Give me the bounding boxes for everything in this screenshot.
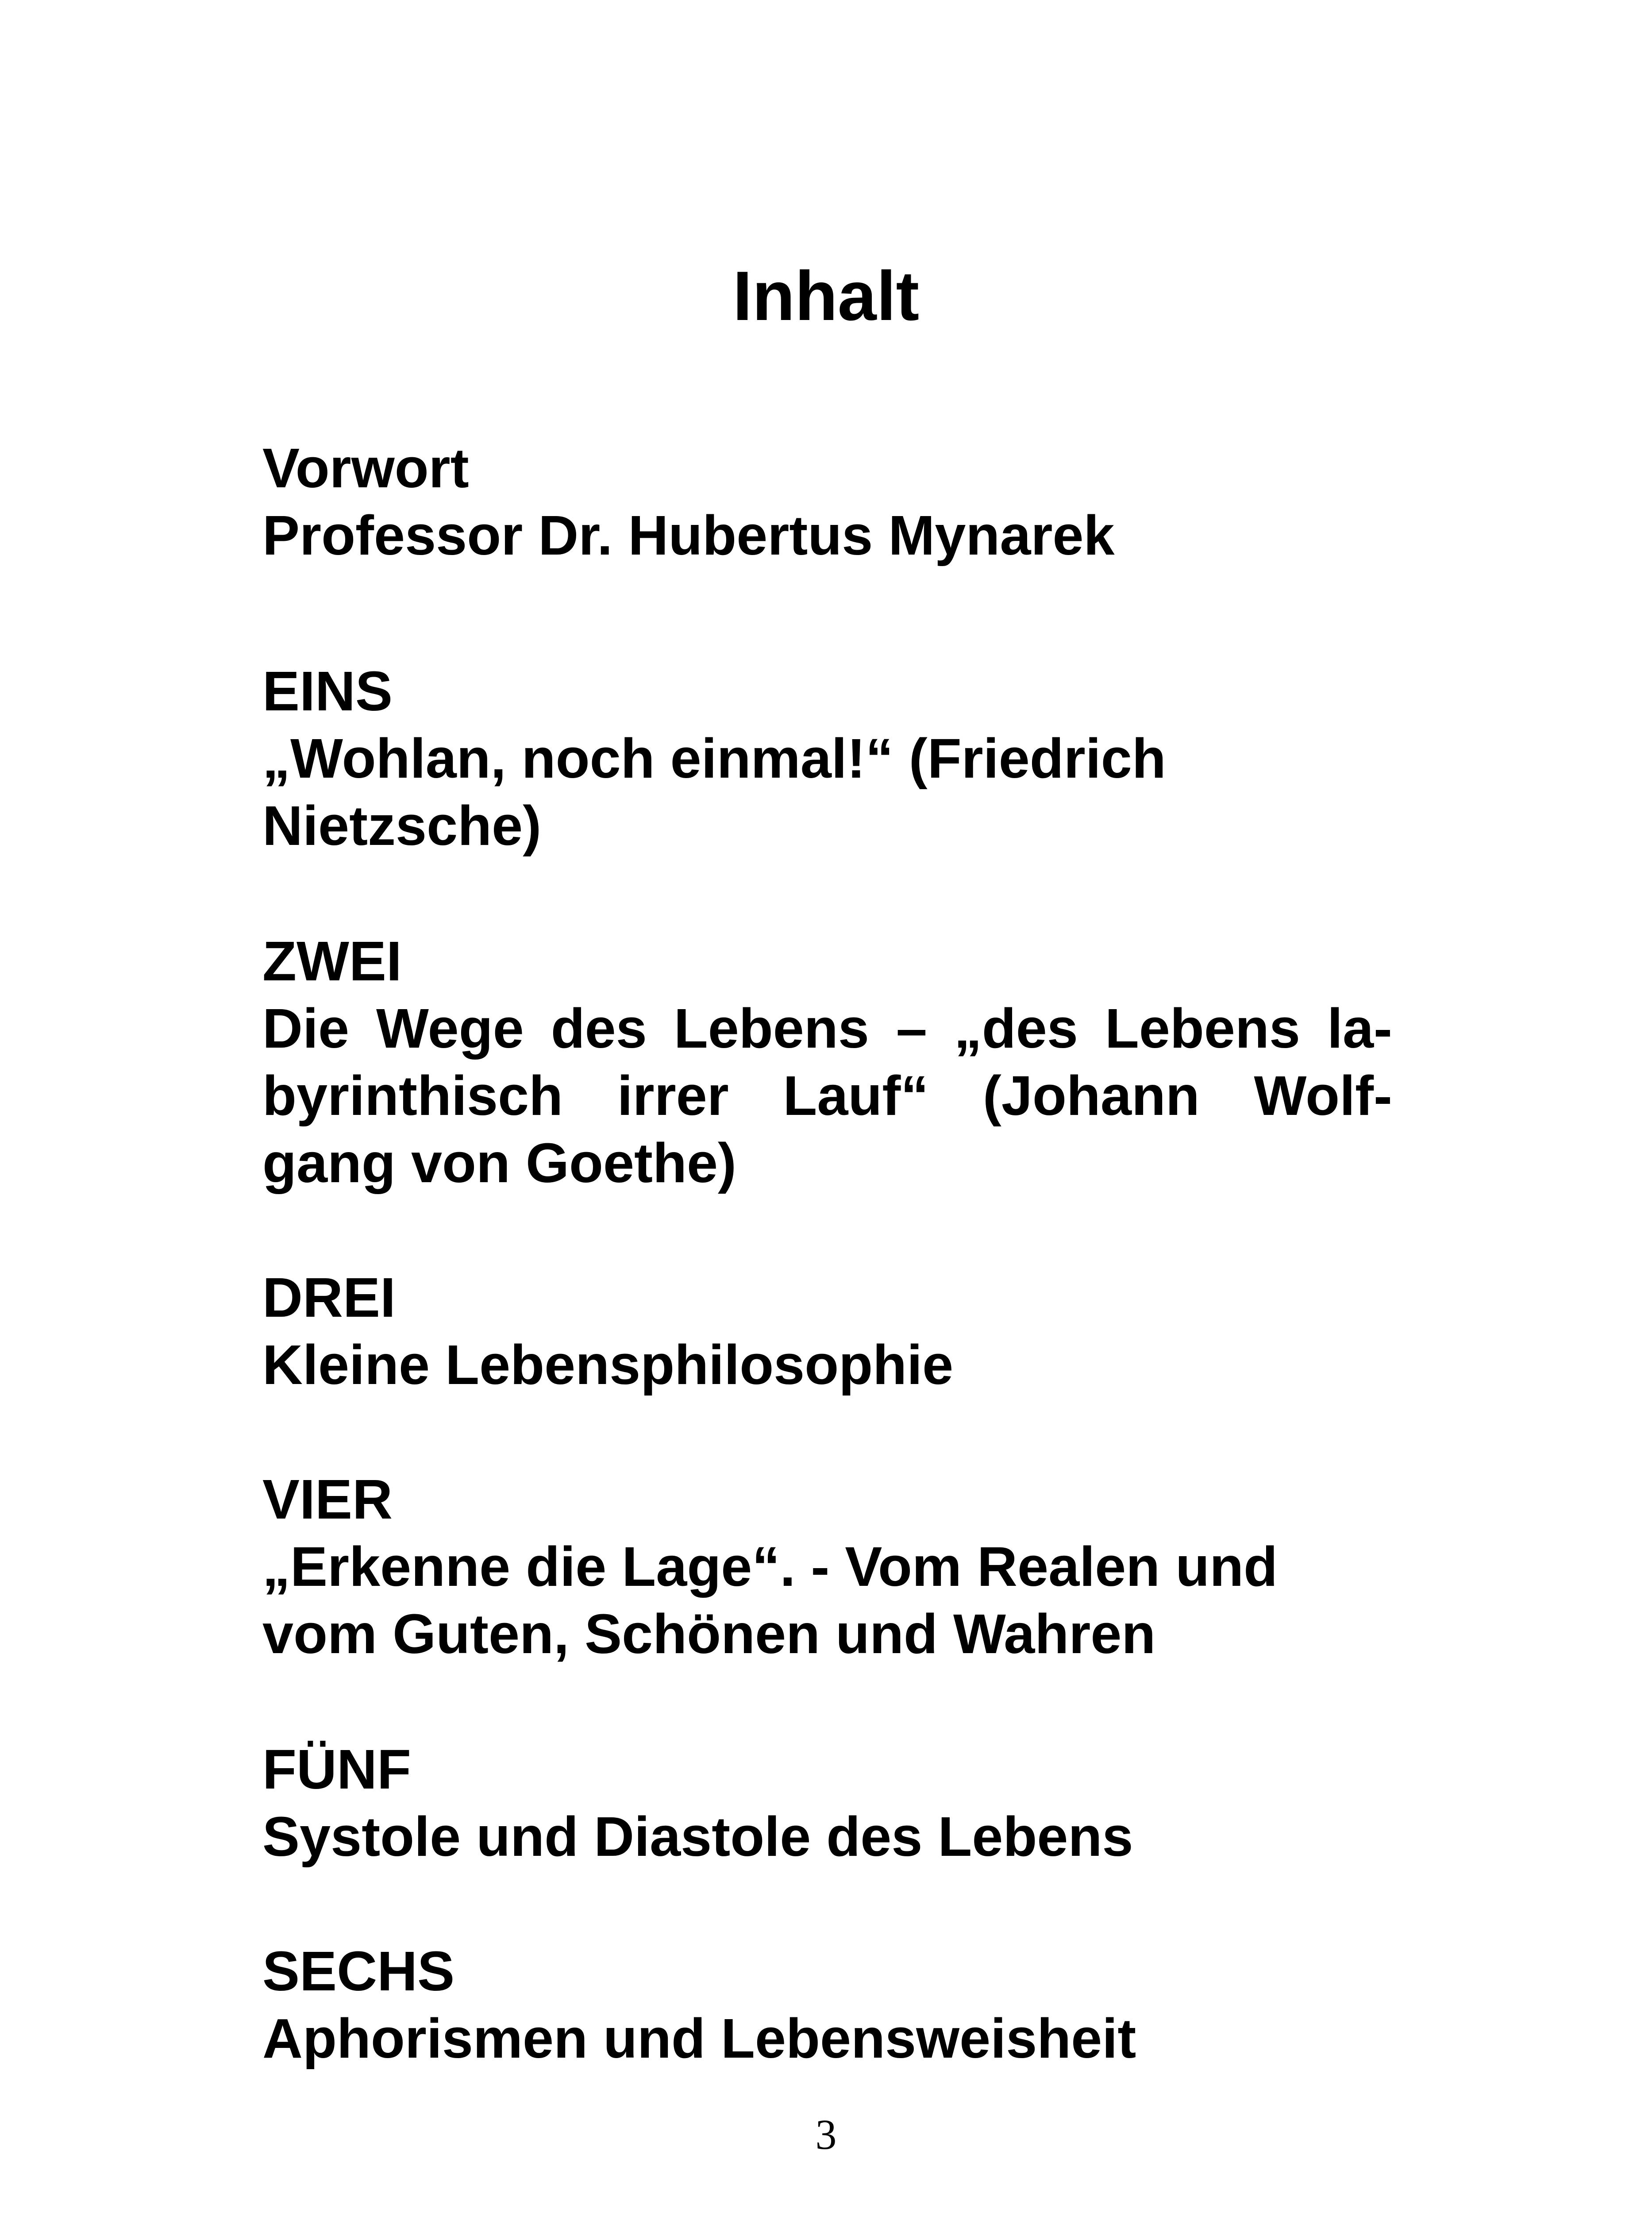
toc-entry-label: VIER [262,1468,393,1531]
toc-entry-heading-line-2: Nietzsche) [262,794,542,857]
toc-entry-heading: Professor Dr. Hubertus Mynarek [262,504,1115,567]
toc-entry-heading: Systole und Diastole des Lebens [262,1805,1133,1868]
toc-entry-heading-line-2: vom Guten, Schönen und Wahren [262,1603,1156,1665]
toc-entry-vorwort [262,435,1392,569]
toc-entry-heading-line-1: „Wohlan, noch einmal!“ (Friedrich [262,727,1166,790]
toc-entry-label: FÜNF [262,1738,411,1800]
toc-entry-heading-line-1: Die Wege des Lebens – „des Lebens la- [262,997,1392,1060]
page-number: 3 [815,2111,837,2158]
toc-entry-label: SECHS [262,1940,455,2002]
toc-entry-heading-line-1: „Erkenne die Lage“. - Vom Realen und [262,1535,1278,1598]
toc-entry-label: DREI [262,1266,396,1329]
toc-entry-heading-line-3: gang von Goethe) [262,1132,736,1194]
toc-entry-eins [262,658,1392,860]
toc-entry-label: ZWEI [262,930,402,992]
toc-entry-drei [262,1264,1392,1399]
toc-entry-label: Vorwort [262,437,469,499]
toc-entry-vier [262,1466,1392,1668]
toc-entry-sechs [262,1938,1392,2072]
toc-entry-fuenf [262,1736,1392,1870]
toc-entry-zwei [262,928,1392,1197]
toc-entry-heading: Kleine Lebensphilosophie [262,1334,954,1396]
toc-entry-heading: Aphorismen und Lebensweisheit [262,2007,1136,2070]
toc-entry-label: EINS [262,660,393,722]
toc-entry-heading-line-2: byrinthisch irrer Lauf“ (Johann Wolf- [262,1064,1392,1127]
page-title: Inhalt [732,257,920,335]
